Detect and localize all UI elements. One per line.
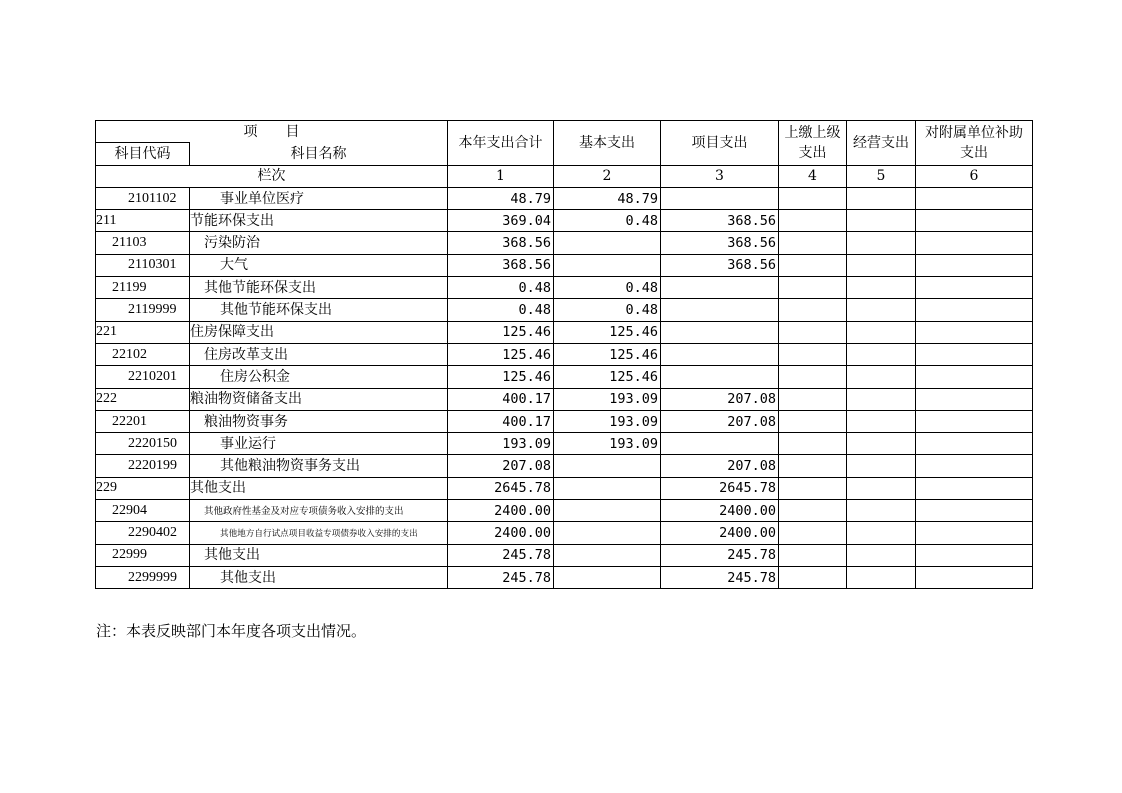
table-row <box>96 366 1033 388</box>
project-expenditure: 2400.00 <box>661 522 779 544</box>
header-total: 本年支出合计 <box>448 121 554 166</box>
total-expenditure: 125.46 <box>448 343 554 365</box>
project-expenditure <box>661 343 779 365</box>
subject-code: 22102 <box>96 343 190 365</box>
subsidy-expenditure <box>916 522 1033 544</box>
project-expenditure: 207.08 <box>661 410 779 432</box>
operating-expenditure <box>847 343 916 365</box>
subject-code: 2220199 <box>96 455 190 477</box>
remit-expenditure <box>779 232 847 254</box>
table-row <box>96 500 1033 522</box>
basic-expenditure <box>554 544 661 566</box>
project-expenditure: 207.08 <box>661 455 779 477</box>
operating-expenditure <box>847 410 916 432</box>
operating-expenditure <box>847 321 916 343</box>
remit-expenditure <box>779 343 847 365</box>
basic-expenditure: 48.79 <box>554 187 661 209</box>
subject-code: 2210201 <box>96 366 190 388</box>
remit-expenditure <box>779 299 847 321</box>
subsidy-expenditure <box>916 566 1033 588</box>
subsidy-expenditure <box>916 321 1033 343</box>
total-expenditure: 207.08 <box>448 455 554 477</box>
basic-expenditure: 193.09 <box>554 433 661 455</box>
operating-expenditure <box>847 187 916 209</box>
subject-code: 222 <box>96 388 190 410</box>
basic-expenditure: 125.46 <box>554 343 661 365</box>
basic-expenditure: 193.09 <box>554 410 661 432</box>
subject-name <box>190 500 448 522</box>
basic-expenditure <box>554 455 661 477</box>
project-expenditure: 368.56 <box>661 254 779 276</box>
header-basic: 基本支出 <box>554 121 661 166</box>
header-remit <box>779 121 847 166</box>
subject-code: 22999 <box>96 544 190 566</box>
col-num: 3 <box>661 165 779 187</box>
subject-name: 其他支出 <box>190 566 448 588</box>
col-num: 6 <box>916 165 1033 187</box>
basic-expenditure: 0.48 <box>554 210 661 232</box>
subject-name: 其他支出 <box>190 477 448 499</box>
header-subsidy-line2: 支出 <box>960 144 988 161</box>
remit-expenditure <box>779 388 847 410</box>
total-expenditure: 2400.00 <box>448 500 554 522</box>
operating-expenditure <box>847 500 916 522</box>
remit-expenditure <box>779 321 847 343</box>
operating-expenditure <box>847 522 916 544</box>
column-number-row <box>96 165 1033 187</box>
total-expenditure: 368.56 <box>448 232 554 254</box>
subsidy-expenditure <box>916 388 1033 410</box>
header-operating: 经营支出 <box>847 121 916 166</box>
basic-expenditure <box>554 232 661 254</box>
table-row <box>96 187 1033 209</box>
subject-name: 其他节能环保支出 <box>190 299 448 321</box>
subsidy-expenditure <box>916 410 1033 432</box>
subject-code: 2290402 <box>96 522 190 544</box>
operating-expenditure <box>847 232 916 254</box>
project-expenditure: 245.78 <box>661 544 779 566</box>
total-expenditure: 193.09 <box>448 433 554 455</box>
table-row <box>96 455 1033 477</box>
subsidy-expenditure <box>916 366 1033 388</box>
operating-expenditure <box>847 544 916 566</box>
table-row <box>96 433 1033 455</box>
total-expenditure: 245.78 <box>448 544 554 566</box>
operating-expenditure <box>847 388 916 410</box>
column-label: 栏次 <box>96 165 448 187</box>
basic-expenditure: 0.48 <box>554 299 661 321</box>
header-remit-line2: 支出 <box>798 144 827 161</box>
subject-code: 21103 <box>96 232 190 254</box>
table-row <box>96 299 1033 321</box>
col-num: 2 <box>554 165 661 187</box>
project-expenditure: 368.56 <box>661 232 779 254</box>
operating-expenditure <box>847 299 916 321</box>
subsidy-expenditure <box>916 433 1033 455</box>
project-expenditure: 207.08 <box>661 388 779 410</box>
total-expenditure: 369.04 <box>448 210 554 232</box>
total-expenditure: 0.48 <box>448 299 554 321</box>
remit-expenditure <box>779 500 847 522</box>
subject-name-text: 其他地方自行试点项目收益专项债券收入安排的支出 <box>220 528 418 539</box>
operating-expenditure <box>847 433 916 455</box>
basic-expenditure <box>554 522 661 544</box>
subsidy-expenditure <box>916 277 1033 299</box>
remit-expenditure <box>779 410 847 432</box>
table-row <box>96 566 1033 588</box>
subject-name: 住房保障支出 <box>190 321 448 343</box>
header-subsidy <box>916 121 1033 166</box>
subsidy-expenditure <box>916 544 1033 566</box>
subsidy-expenditure <box>916 210 1033 232</box>
total-expenditure: 2645.78 <box>448 477 554 499</box>
expenditure-table <box>95 120 1033 589</box>
operating-expenditure <box>847 477 916 499</box>
header-name: 科目名称 <box>190 143 448 165</box>
operating-expenditure <box>847 366 916 388</box>
subject-name: 节能环保支出 <box>190 210 448 232</box>
subject-code: 21199 <box>96 277 190 299</box>
remit-expenditure <box>779 544 847 566</box>
project-expenditure <box>661 366 779 388</box>
remit-expenditure <box>779 433 847 455</box>
table-row <box>96 321 1033 343</box>
subject-name: 粮油物资储备支出 <box>190 388 448 410</box>
subject-code: 2220150 <box>96 433 190 455</box>
subsidy-expenditure <box>916 187 1033 209</box>
subsidy-expenditure <box>916 232 1033 254</box>
total-expenditure: 400.17 <box>448 388 554 410</box>
header-project: 项目支出 <box>661 121 779 166</box>
remit-expenditure <box>779 277 847 299</box>
subject-name: 住房改革支出 <box>190 343 448 365</box>
subsidy-expenditure <box>916 500 1033 522</box>
header-remit-line1: 上缴上级 <box>784 124 841 141</box>
subject-code: 22201 <box>96 410 190 432</box>
project-expenditure <box>661 187 779 209</box>
basic-expenditure <box>554 254 661 276</box>
col-num: 4 <box>779 165 847 187</box>
table-row <box>96 343 1033 365</box>
col-num: 5 <box>847 165 916 187</box>
operating-expenditure <box>847 254 916 276</box>
remit-expenditure <box>779 366 847 388</box>
project-expenditure: 368.56 <box>661 210 779 232</box>
table-row <box>96 522 1033 544</box>
subject-code: 229 <box>96 477 190 499</box>
total-expenditure: 368.56 <box>448 254 554 276</box>
project-expenditure <box>661 321 779 343</box>
subject-name: 其他节能环保支出 <box>190 277 448 299</box>
operating-expenditure <box>847 566 916 588</box>
header-subsidy-line1: 对附属单位补助 <box>925 124 1023 141</box>
table-row <box>96 254 1033 276</box>
table-row <box>96 410 1033 432</box>
subject-name: 粮油物资事务 <box>190 410 448 432</box>
basic-expenditure <box>554 500 661 522</box>
table-note: 注：本表反映部门本年度各项支出情况。 <box>96 622 367 640</box>
remit-expenditure <box>779 477 847 499</box>
subject-code: 2110301 <box>96 254 190 276</box>
project-expenditure: 245.78 <box>661 566 779 588</box>
remit-expenditure <box>779 254 847 276</box>
subsidy-expenditure <box>916 299 1033 321</box>
subsidy-expenditure <box>916 455 1033 477</box>
operating-expenditure <box>847 455 916 477</box>
subject-name-text: 其他政府性基金及对应专项债务收入安排的支出 <box>204 505 404 517</box>
table-row <box>96 210 1033 232</box>
remit-expenditure <box>779 455 847 477</box>
operating-expenditure <box>847 210 916 232</box>
table-row <box>96 388 1033 410</box>
subject-name: 污染防治 <box>190 232 448 254</box>
total-expenditure: 48.79 <box>448 187 554 209</box>
subsidy-expenditure <box>916 343 1033 365</box>
table-row <box>96 277 1033 299</box>
col-num: 1 <box>448 165 554 187</box>
total-expenditure: 2400.00 <box>448 522 554 544</box>
project-expenditure: 2400.00 <box>661 500 779 522</box>
basic-expenditure: 193.09 <box>554 388 661 410</box>
subject-name <box>190 522 448 544</box>
header-row-1 <box>96 121 1033 143</box>
subsidy-expenditure <box>916 477 1033 499</box>
project-expenditure <box>661 433 779 455</box>
total-expenditure: 400.17 <box>448 410 554 432</box>
total-expenditure: 125.46 <box>448 366 554 388</box>
project-expenditure <box>661 299 779 321</box>
table-row <box>96 477 1033 499</box>
subject-name: 事业单位医疗 <box>190 187 448 209</box>
header-code: 科目代码 <box>96 143 190 165</box>
remit-expenditure <box>779 566 847 588</box>
subject-name: 大气 <box>190 254 448 276</box>
table-row <box>96 232 1033 254</box>
header-item: 项 目 <box>96 121 448 143</box>
total-expenditure: 0.48 <box>448 277 554 299</box>
subject-code: 2119999 <box>96 299 190 321</box>
table-row <box>96 544 1033 566</box>
subject-code: 2101102 <box>96 187 190 209</box>
subject-code: 2299999 <box>96 566 190 588</box>
subject-name: 其他支出 <box>190 544 448 566</box>
basic-expenditure: 125.46 <box>554 321 661 343</box>
total-expenditure: 125.46 <box>448 321 554 343</box>
subject-name: 事业运行 <box>190 433 448 455</box>
remit-expenditure <box>779 210 847 232</box>
subject-name: 其他粮油物资事务支出 <box>190 455 448 477</box>
subject-code: 22904 <box>96 500 190 522</box>
basic-expenditure: 125.46 <box>554 366 661 388</box>
remit-expenditure <box>779 522 847 544</box>
subject-code: 211 <box>96 210 190 232</box>
total-expenditure: 245.78 <box>448 566 554 588</box>
project-expenditure <box>661 277 779 299</box>
basic-expenditure: 0.48 <box>554 277 661 299</box>
remit-expenditure <box>779 187 847 209</box>
subject-code: 221 <box>96 321 190 343</box>
subject-name: 住房公积金 <box>190 366 448 388</box>
subsidy-expenditure <box>916 254 1033 276</box>
basic-expenditure <box>554 477 661 499</box>
operating-expenditure <box>847 277 916 299</box>
basic-expenditure <box>554 566 661 588</box>
project-expenditure: 2645.78 <box>661 477 779 499</box>
